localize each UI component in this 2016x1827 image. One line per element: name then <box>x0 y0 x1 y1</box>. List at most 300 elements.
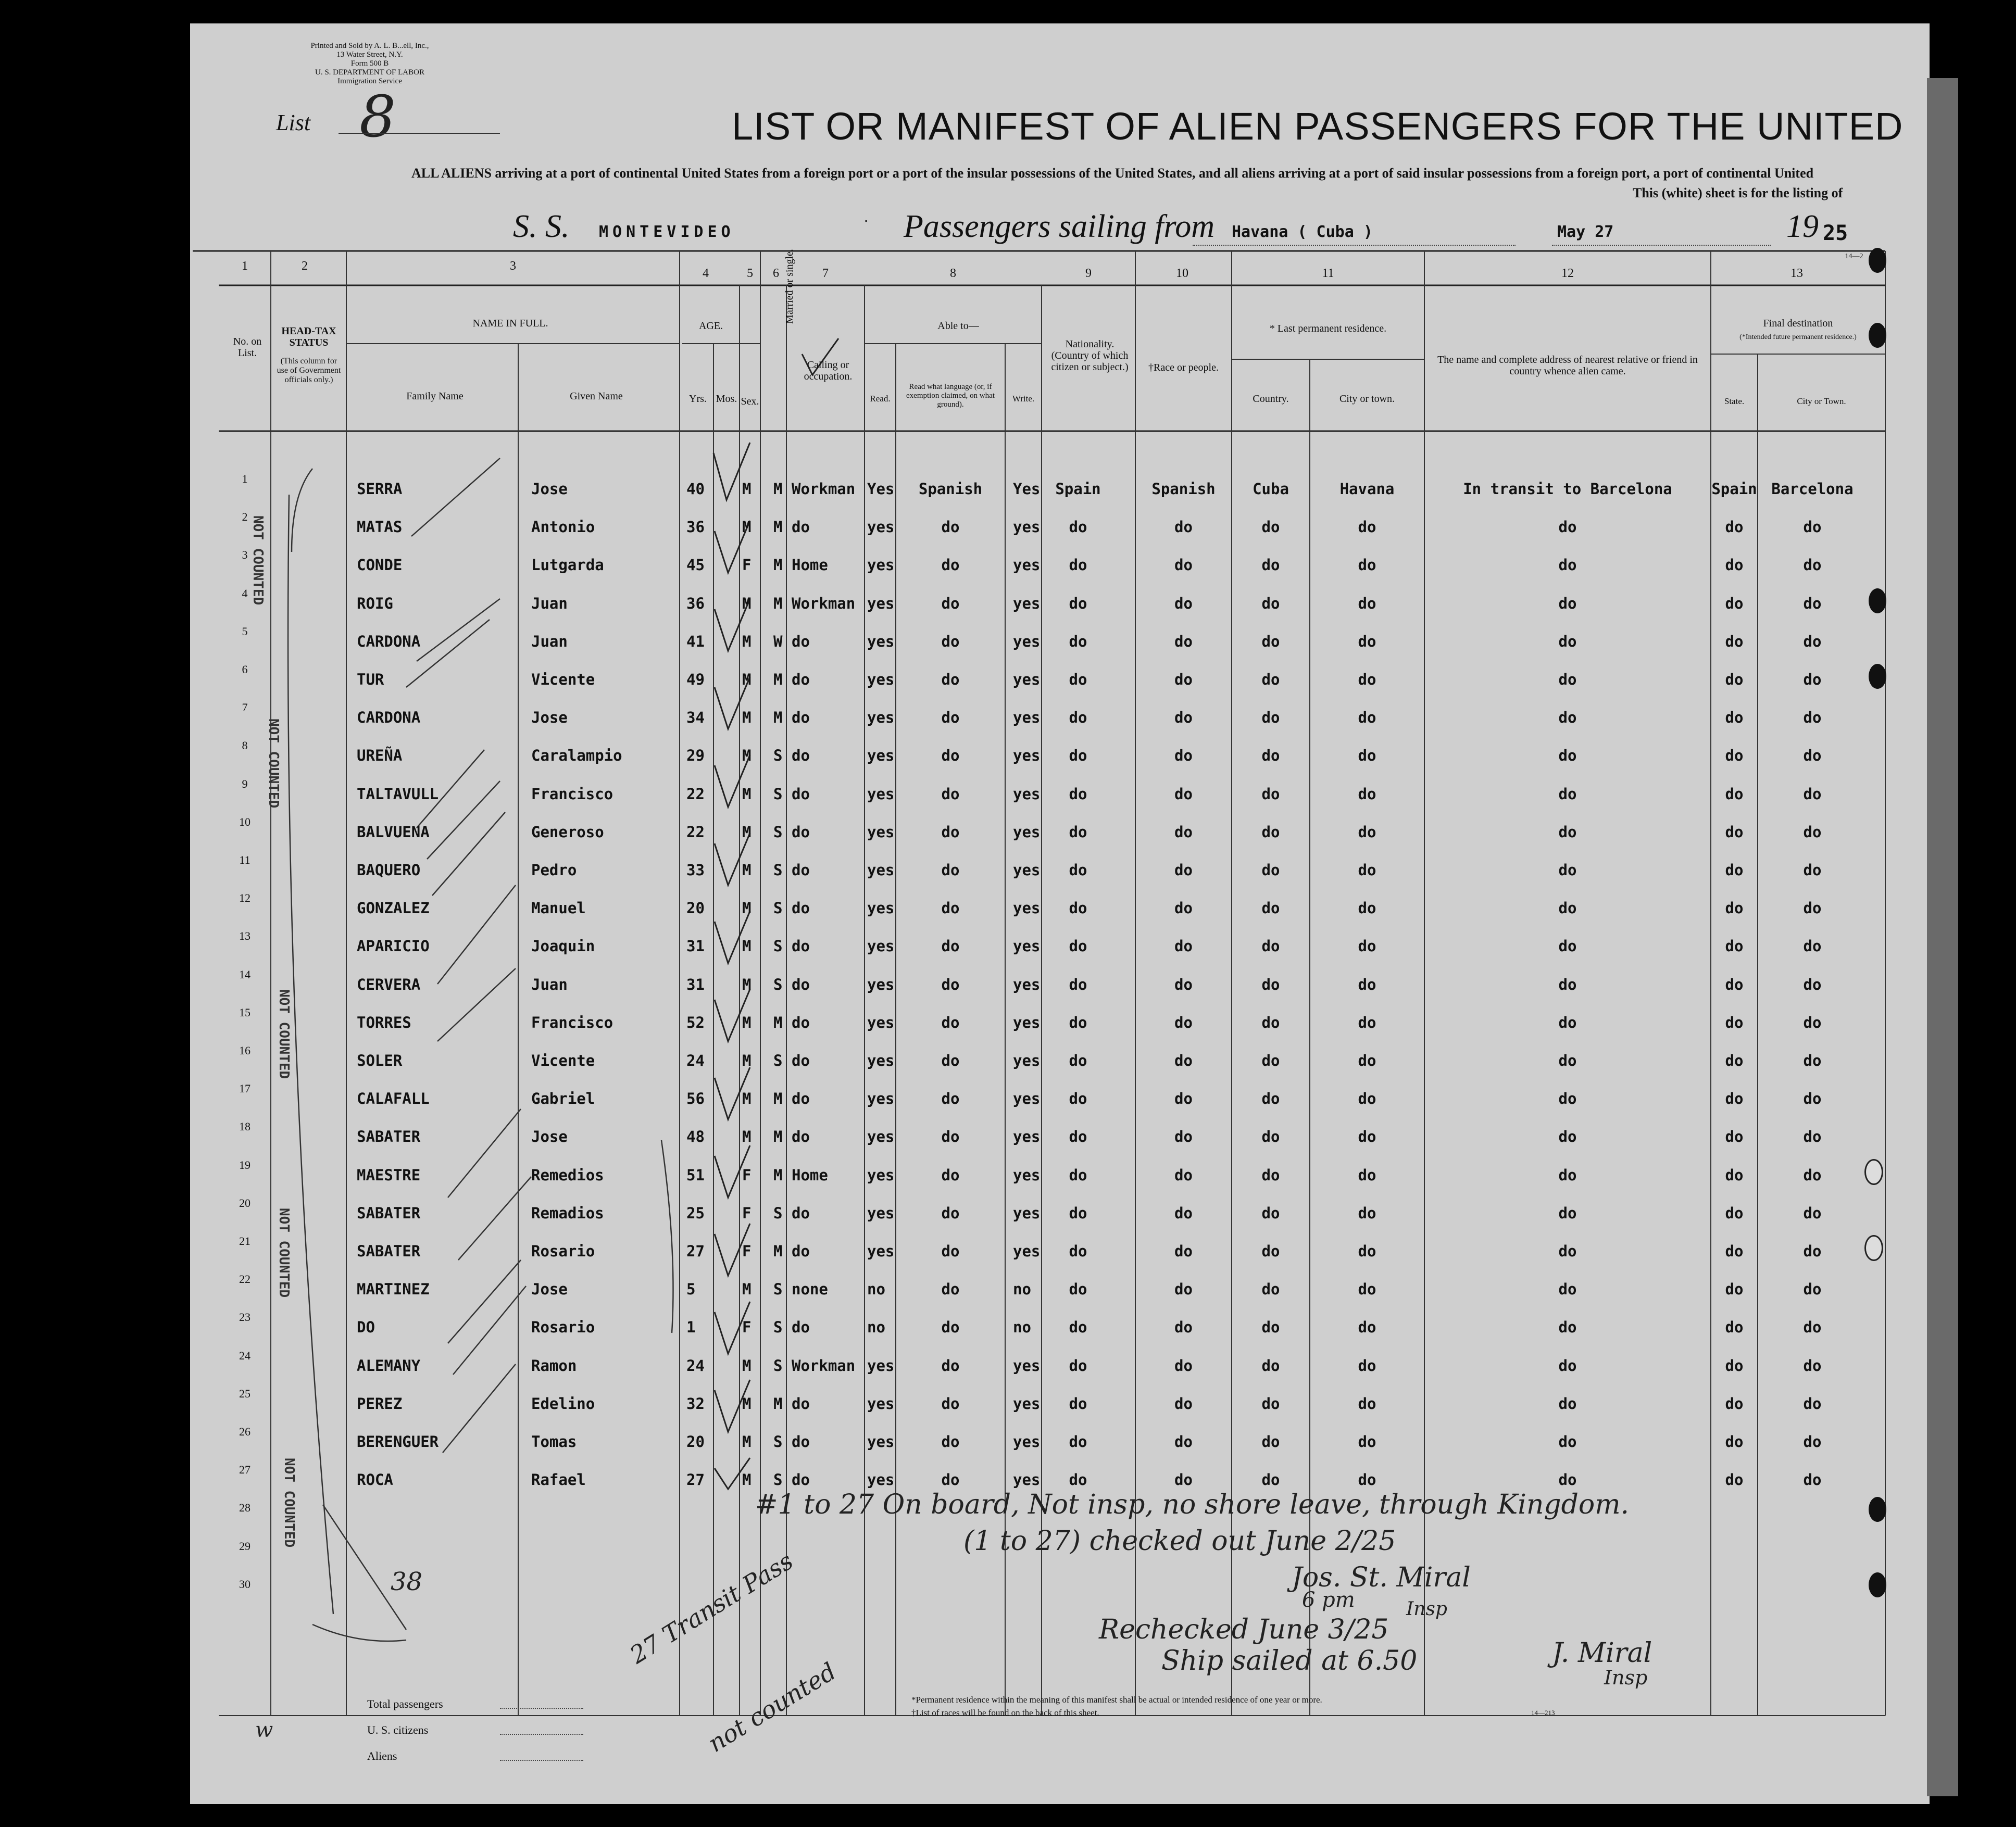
city-cell: do <box>1358 861 1376 879</box>
read-language-cell: do <box>941 1128 960 1145</box>
read-cell: yes <box>867 1471 895 1489</box>
sailing-label: Passengers sailing from <box>904 209 1215 244</box>
col-number: 2 <box>302 259 308 273</box>
handwritten-note: Ship sailed at 6.50 <box>1161 1645 1418 1677</box>
race-cell: do <box>1174 1395 1193 1413</box>
read-cell: yes <box>867 595 895 612</box>
marital-status-cell: S <box>773 1318 783 1336</box>
write-cell: yes <box>1013 1052 1041 1069</box>
relative-cell: do <box>1558 823 1577 841</box>
age-cell: 27 <box>686 1471 705 1489</box>
state-cell: do <box>1725 1242 1744 1260</box>
family-name-cell: MARTINEZ <box>357 1280 430 1298</box>
row-number: 4 <box>242 587 248 600</box>
row-number: 3 <box>242 548 248 561</box>
sex-cell: M <box>742 747 752 764</box>
ship-prefix: S. S. <box>513 209 570 244</box>
marital-status-cell: S <box>773 1357 783 1375</box>
subtitle-line: ALL ALIENS arriving at a port of continental United States from a foreign port or a port of the insular possessions of the United States, and all aliens arriving at a port of said insular possessions from a foreign port, a port of continental United <box>411 166 1814 181</box>
read-cell: yes <box>867 747 895 764</box>
state-cell: do <box>1725 1166 1744 1184</box>
read-cell: yes <box>867 1090 895 1107</box>
header-relative: The name and complete address of nearest relative or friend in country whence alien came. <box>1437 354 1698 377</box>
family-name-cell: ROIG <box>357 595 393 612</box>
city-cell: do <box>1358 709 1376 726</box>
read-cell: yes <box>867 1357 895 1375</box>
sex-cell: M <box>742 785 752 803</box>
us-citizens-label: U. S. citizens <box>367 1723 429 1736</box>
inspector-signature: Jos. St. Miral <box>1292 1562 1471 1593</box>
relative-cell: do <box>1558 1166 1577 1184</box>
destination-cell: do <box>1803 861 1822 879</box>
read-cell: Yes <box>867 480 895 498</box>
sex-cell: M <box>742 823 752 841</box>
read-language-cell: do <box>941 671 960 688</box>
write-cell: yes <box>1013 633 1041 650</box>
given-name-cell: Juan <box>531 595 568 612</box>
city-cell: do <box>1358 1014 1376 1031</box>
age-cell: 51 <box>686 1166 705 1184</box>
sex-cell: M <box>742 518 752 536</box>
header-head-tax-note: (This column for use of Government officials only.) <box>277 357 341 384</box>
race-cell: do <box>1174 595 1193 612</box>
occupation-cell: do <box>792 1128 810 1145</box>
header-sex: Sex. <box>741 396 759 407</box>
city-cell: do <box>1358 595 1376 612</box>
sex-cell: M <box>742 1471 752 1489</box>
row-number: 15 <box>239 1006 251 1019</box>
relative-cell: do <box>1558 1395 1577 1413</box>
sex-cell: M <box>742 1357 752 1375</box>
relative-cell: do <box>1558 633 1577 650</box>
nationality-cell: do <box>1069 1433 1087 1451</box>
read-cell: yes <box>867 1395 895 1413</box>
city-cell: Havana <box>1339 480 1395 498</box>
sex-cell: M <box>742 1090 752 1107</box>
country-cell: do <box>1261 1128 1280 1145</box>
not-counted-stamp: NOT COUNTED <box>276 989 292 1079</box>
row-number: 9 <box>242 777 248 790</box>
state-cell: do <box>1725 1433 1744 1451</box>
marital-status-cell: S <box>773 1471 783 1489</box>
age-cell: 31 <box>686 976 705 993</box>
occupation-cell: do <box>792 1318 810 1336</box>
country-cell: do <box>1261 747 1280 764</box>
occupation-cell: do <box>792 518 810 536</box>
race-cell: do <box>1174 1014 1193 1031</box>
row-number: 7 <box>242 701 248 714</box>
binder-hole <box>1864 1235 1883 1261</box>
read-cell: yes <box>867 861 895 879</box>
race-cell: do <box>1174 785 1193 803</box>
given-name-cell: Antonio <box>531 518 595 536</box>
sex-cell: M <box>742 709 752 726</box>
city-cell: do <box>1358 747 1376 764</box>
sex-cell: M <box>742 1395 752 1413</box>
age-cell: 20 <box>686 899 705 917</box>
write-cell: yes <box>1013 1128 1041 1145</box>
relative-cell: do <box>1558 1052 1577 1069</box>
handwritten-mark: w <box>255 1718 273 1742</box>
destination-cell: do <box>1803 1242 1822 1260</box>
state-cell: do <box>1725 1471 1744 1489</box>
nationality-cell: do <box>1069 1204 1087 1222</box>
city-cell: do <box>1358 1433 1376 1451</box>
race-cell: do <box>1174 937 1193 955</box>
occupation-cell: do <box>792 1433 810 1451</box>
given-name-cell: Ramon <box>531 1357 577 1375</box>
race-cell: do <box>1174 1090 1193 1107</box>
write-cell: Yes <box>1013 480 1041 498</box>
nationality-cell: do <box>1069 976 1087 993</box>
relative-cell: do <box>1558 671 1577 688</box>
country-cell: do <box>1261 633 1280 650</box>
state-cell: do <box>1725 1090 1744 1107</box>
city-cell: do <box>1358 1090 1376 1107</box>
occupation-cell: do <box>792 785 810 803</box>
read-cell: yes <box>867 671 895 688</box>
occupation-cell: do <box>792 823 810 841</box>
relative-cell: do <box>1558 861 1577 879</box>
printer-line: Immigration Service <box>337 77 402 85</box>
row-number: 27 <box>239 1463 251 1476</box>
given-name-cell: Rafael <box>531 1471 586 1489</box>
city-cell: do <box>1358 633 1376 650</box>
row-number: 16 <box>239 1044 251 1057</box>
destination-cell: do <box>1803 1014 1822 1031</box>
binder-hole <box>1869 588 1886 613</box>
row-number: 13 <box>239 929 251 942</box>
family-name-cell: SERRA <box>357 480 403 498</box>
sex-cell: M <box>742 937 752 955</box>
state-cell: do <box>1725 556 1744 574</box>
destination-cell: do <box>1803 709 1822 726</box>
country-cell: do <box>1261 1280 1280 1298</box>
age-cell: 32 <box>686 1395 705 1413</box>
form-code: 14—213 <box>1531 1709 1555 1717</box>
relative-cell: do <box>1558 976 1577 993</box>
nationality-cell: do <box>1069 1242 1087 1260</box>
row-number: 28 <box>239 1501 251 1514</box>
marital-status-cell: M <box>773 556 783 574</box>
read-language-cell: do <box>941 1433 960 1451</box>
read-language-cell: do <box>941 1166 960 1184</box>
age-cell: 31 <box>686 937 705 955</box>
header-final-destination-note: (*Intended future permanent residence.) <box>1739 333 1857 341</box>
row-number: 30 <box>239 1578 251 1591</box>
family-name-cell: BERENGUER <box>357 1433 439 1451</box>
row-number: 11 <box>239 853 251 866</box>
row-number: 5 <box>242 625 248 638</box>
state-cell: do <box>1725 1395 1744 1413</box>
nationality-cell: do <box>1069 595 1087 612</box>
race-cell: do <box>1174 518 1193 536</box>
given-name-cell: Caralampio <box>531 747 622 764</box>
age-cell: 25 <box>686 1204 705 1222</box>
row-number: 10 <box>239 815 251 828</box>
given-name-cell: Rosario <box>531 1242 595 1260</box>
state-cell: do <box>1725 1052 1744 1069</box>
row-number: 24 <box>239 1349 251 1362</box>
occupation-cell: Home <box>792 556 828 574</box>
relative-cell: do <box>1558 937 1577 955</box>
sex-cell: M <box>742 899 752 917</box>
read-language-cell: do <box>941 1204 960 1222</box>
sex-cell: M <box>742 861 752 879</box>
page-title: LIST OR MANIFEST OF ALIEN PASSENGERS FOR THE UNITED <box>732 105 1904 148</box>
destination-cell: do <box>1803 633 1822 650</box>
country-cell: do <box>1261 1318 1280 1336</box>
age-cell: 22 <box>686 823 705 841</box>
country-cell: Cuba <box>1253 480 1289 498</box>
marital-status-cell: M <box>773 1166 783 1184</box>
occupation-cell: Home <box>792 1166 828 1184</box>
nationality-cell: do <box>1069 1471 1087 1489</box>
write-cell: yes <box>1013 861 1041 879</box>
country-cell: do <box>1261 976 1280 993</box>
destination-cell: do <box>1803 671 1822 688</box>
destination-cell: do <box>1803 595 1822 612</box>
city-cell: do <box>1358 1280 1376 1298</box>
marital-status-cell: M <box>773 1090 783 1107</box>
read-language-cell: do <box>941 1318 960 1336</box>
age-cell: 45 <box>686 556 705 574</box>
read-language-cell: do <box>941 747 960 764</box>
write-cell: yes <box>1013 1242 1041 1260</box>
city-cell: do <box>1358 937 1376 955</box>
age-cell: 1 <box>686 1318 696 1336</box>
marital-status-cell: S <box>773 976 783 993</box>
col-number: 11 <box>1322 267 1334 280</box>
occupation-cell: do <box>792 937 810 955</box>
header-given-name: Given Name <box>570 390 623 402</box>
city-cell: do <box>1358 1204 1376 1222</box>
state-cell: do <box>1725 671 1744 688</box>
nationality-cell: do <box>1069 1128 1087 1145</box>
not-counted-stamp: NOT COUNTED <box>266 719 281 809</box>
age-cell: 48 <box>686 1128 705 1145</box>
occupation-cell: do <box>792 709 810 726</box>
departure-date: May 27 <box>1557 223 1614 241</box>
nationality-cell: do <box>1069 518 1087 536</box>
write-cell: yes <box>1013 747 1041 764</box>
family-name-cell: ROCA <box>357 1471 393 1489</box>
city-cell: do <box>1358 671 1376 688</box>
not-counted-stamp: NOT COUNTED <box>281 1458 297 1548</box>
read-language-cell: Spanish <box>918 480 983 498</box>
family-name-cell: APARICIO <box>357 937 430 955</box>
race-cell: do <box>1174 633 1193 650</box>
header-head-tax: HEAD-TAX STATUS <box>281 325 336 348</box>
age-cell: 52 <box>686 1014 705 1031</box>
relative-cell: do <box>1558 1318 1577 1336</box>
family-name-cell: MAESTRE <box>357 1166 421 1184</box>
relative-cell: do <box>1558 1357 1577 1375</box>
row-number: 22 <box>239 1272 251 1286</box>
given-name-cell: Edelino <box>531 1395 595 1413</box>
relative-cell: do <box>1558 595 1577 612</box>
race-cell: do <box>1174 1242 1193 1260</box>
read-language-cell: do <box>941 556 960 574</box>
col-number: 13 <box>1790 267 1803 280</box>
race-cell: do <box>1174 1052 1193 1069</box>
handwritten-note: (1 to 27) checked out June 2/25 <box>963 1526 1396 1557</box>
sex-cell: M <box>742 1014 752 1031</box>
race-cell: do <box>1174 1318 1193 1336</box>
occupation-cell: none <box>792 1280 828 1298</box>
read-language-cell: do <box>941 1395 960 1413</box>
country-cell: do <box>1261 1433 1280 1451</box>
sex-cell: M <box>742 1433 752 1451</box>
occupation-cell: do <box>792 633 810 650</box>
read-cell: yes <box>867 937 895 955</box>
occupation-cell: do <box>792 1242 810 1260</box>
sex-cell: M <box>742 1052 752 1069</box>
write-cell: yes <box>1013 976 1041 993</box>
marital-status-cell: S <box>773 1052 783 1069</box>
handwritten-note: 27 Transit Pass <box>625 1546 798 1669</box>
row-number: 6 <box>242 663 248 676</box>
destination-cell: do <box>1803 518 1822 536</box>
marital-status-cell: M <box>773 480 783 498</box>
col-number: 8 <box>950 267 956 280</box>
age-cell: 40 <box>686 480 705 498</box>
given-name-cell: Jose <box>531 709 568 726</box>
given-name-cell: Jose <box>531 1128 568 1145</box>
age-cell: 34 <box>686 709 705 726</box>
given-name-cell: Manuel <box>531 899 586 917</box>
marital-status-cell: S <box>773 861 783 879</box>
destination-cell: do <box>1803 823 1822 841</box>
state-cell: do <box>1725 1204 1744 1222</box>
relative-cell: do <box>1558 1242 1577 1260</box>
marital-status-cell: S <box>773 823 783 841</box>
row-number: 29 <box>239 1540 251 1553</box>
family-name-cell: CARDONA <box>357 709 421 726</box>
marital-status-cell: M <box>773 1242 783 1260</box>
race-cell: do <box>1174 556 1193 574</box>
given-name-cell: Jose <box>531 1280 568 1298</box>
header-read: Read. <box>870 394 891 404</box>
city-cell: do <box>1358 1052 1376 1069</box>
write-cell: no <box>1013 1280 1031 1298</box>
family-name-cell: UREÑA <box>357 747 403 764</box>
family-name-cell: BALVUENA <box>357 823 430 841</box>
read-language-cell: do <box>941 595 960 612</box>
footnote: *Permanent residence within the meaning of this manifest shall be actual or intended residence of one year or more. <box>911 1695 1322 1705</box>
city-cell: do <box>1358 518 1376 536</box>
read-cell: yes <box>867 633 895 650</box>
family-name-cell: TUR <box>357 671 384 688</box>
city-cell: do <box>1358 1166 1376 1184</box>
row-number: 25 <box>239 1387 251 1400</box>
col-number: 6 <box>773 267 779 280</box>
read-cell: no <box>867 1280 885 1298</box>
nationality-cell: do <box>1069 671 1087 688</box>
country-cell: do <box>1261 823 1280 841</box>
occupation-cell: do <box>792 1395 810 1413</box>
marital-status-cell: S <box>773 785 783 803</box>
sex-cell: M <box>742 480 752 498</box>
state-cell: do <box>1725 823 1744 841</box>
read-cell: yes <box>867 709 895 726</box>
read-language-cell: do <box>941 823 960 841</box>
relative-cell: do <box>1558 1204 1577 1222</box>
occupation-cell: do <box>792 1204 810 1222</box>
race-cell: do <box>1174 1204 1193 1222</box>
country-cell: do <box>1261 556 1280 574</box>
country-cell: do <box>1261 785 1280 803</box>
nationality-cell: do <box>1069 937 1087 955</box>
destination-cell: do <box>1803 556 1822 574</box>
destination-cell: do <box>1803 1318 1822 1336</box>
printer-line: Form 500 B <box>350 59 389 68</box>
binder-hole <box>1864 1159 1883 1185</box>
marital-status-cell: S <box>773 1280 783 1298</box>
given-name-cell: Joaquin <box>531 937 595 955</box>
marital-status-cell: M <box>773 518 783 536</box>
relative-cell: do <box>1558 1433 1577 1451</box>
state-cell: do <box>1725 1128 1744 1145</box>
occupation-cell: do <box>792 899 810 917</box>
given-name-cell: Francisco <box>531 1014 613 1031</box>
country-cell: do <box>1261 595 1280 612</box>
ship-name: MONTEVIDEO <box>599 223 735 241</box>
given-name-cell: Generoso <box>531 823 604 841</box>
row-number: 18 <box>239 1120 251 1133</box>
city-cell: do <box>1358 1128 1376 1145</box>
destination-cell: do <box>1803 899 1822 917</box>
state-cell: do <box>1725 1318 1744 1336</box>
header-country: Country. <box>1253 393 1289 405</box>
sex-cell: M <box>742 976 752 993</box>
row-number: 23 <box>239 1311 251 1324</box>
given-name-cell: Pedro <box>531 861 577 879</box>
relative-cell: do <box>1558 556 1577 574</box>
write-cell: yes <box>1013 1357 1041 1375</box>
marital-status-cell: S <box>773 747 783 764</box>
occupation-cell: do <box>792 1052 810 1069</box>
sex-cell: F <box>742 1204 752 1222</box>
nationality-cell: do <box>1069 823 1087 841</box>
header-calling: Calling or occupation. <box>804 359 853 382</box>
header-last-residence: * Last permanent residence. <box>1269 323 1387 334</box>
country-cell: do <box>1261 671 1280 688</box>
read-language-cell: do <box>941 518 960 536</box>
state-cell: do <box>1725 1357 1744 1375</box>
read-language-cell: do <box>941 1280 960 1298</box>
country-cell: do <box>1261 1166 1280 1184</box>
nationality-cell: do <box>1069 633 1087 650</box>
nationality-cell: do <box>1069 1052 1087 1069</box>
family-name-cell: TORRES <box>357 1014 411 1031</box>
row-number: 1 <box>242 472 248 485</box>
list-number: 8 <box>359 83 396 150</box>
state-cell: do <box>1725 633 1744 650</box>
state-cell: do <box>1725 747 1744 764</box>
col-number: 10 <box>1176 267 1188 280</box>
row-number: 2 <box>242 510 248 523</box>
family-name-cell: SABATER <box>357 1128 421 1145</box>
country-cell: do <box>1261 1090 1280 1107</box>
relative-cell: do <box>1558 709 1577 726</box>
read-cell: yes <box>867 899 895 917</box>
occupation-cell: do <box>792 1014 810 1031</box>
family-name-cell: DO <box>357 1318 375 1336</box>
state-cell: do <box>1725 937 1744 955</box>
nationality-cell: do <box>1069 1357 1087 1375</box>
row-number: 12 <box>239 891 251 904</box>
